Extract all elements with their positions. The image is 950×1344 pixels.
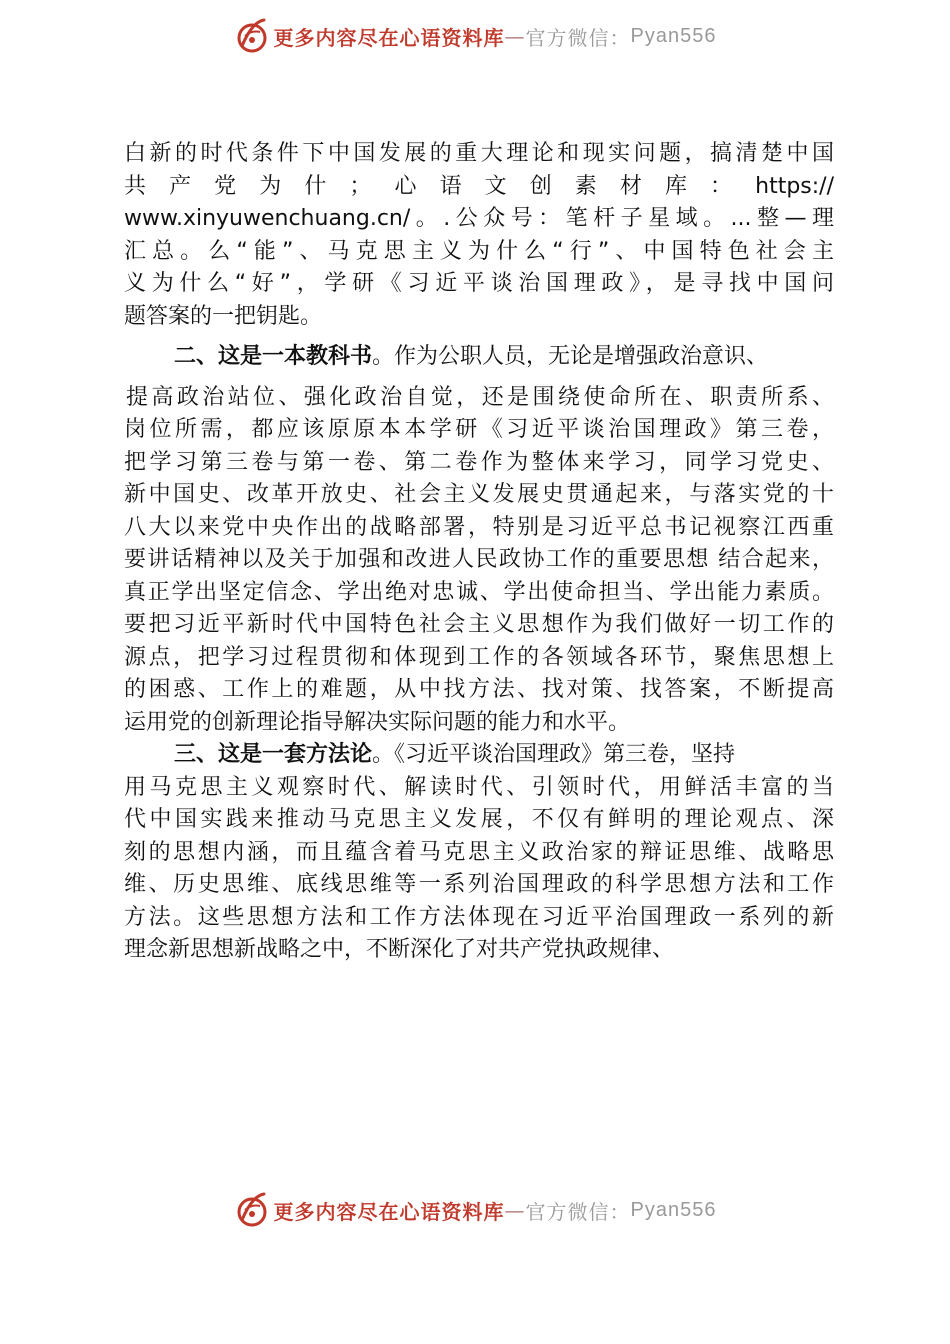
brand-logo-icon bbox=[234, 1190, 270, 1230]
paragraph-2 bbox=[124, 341, 834, 739]
text-line: 共产党为什；心语文创素材库：https:// bbox=[124, 173, 834, 199]
section-heading: 三、这是一套方法论 bbox=[174, 742, 373, 767]
text-line: 把学习第三卷与第一卷、第二卷作为整体来学习，同学习党史、 bbox=[124, 449, 834, 475]
text-line: 运用党的创新理论指导解决实际问题的能力和水平。 bbox=[124, 709, 631, 735]
banner-title: 更多内容尽在心语资料库 bbox=[273, 1199, 505, 1224]
banner-wechat-id: Pyan556 bbox=[630, 1198, 717, 1221]
text-line: 汇总。么“能”、马克思主义为什么“行”、中国特色社会主 bbox=[124, 238, 834, 264]
text-line: 新中国史、改革开放史、社会主义发展史贯通起来，与落实党的十 bbox=[124, 482, 834, 507]
text-line: 维、历史思维、底线思维等一系列治国理政的科学思想方法和工作 bbox=[124, 872, 834, 897]
text-line bbox=[124, 341, 834, 374]
banner-title: 更多内容尽在心语资料库 bbox=[273, 25, 505, 50]
section-heading: 二、这是一本教科书 bbox=[174, 344, 373, 369]
text-line bbox=[124, 739, 834, 772]
text-line: 源点，把学习过程贯彻和体现到工作的各领域各环节，聚焦思想上 bbox=[124, 644, 834, 670]
text-line: 用马克思主义观察时代、解读时代、引领时代，用鲜活丰富的当 bbox=[124, 774, 834, 800]
footer-banner bbox=[0, 1188, 950, 1232]
paragraph-1 bbox=[124, 138, 834, 333]
text-line: 八大以来党中央作出的战略部署，特别是习近平总书记视察江西重 bbox=[124, 514, 834, 540]
text-line: 代中国实践来推动马克思主义发展，不仅有鲜明的理论观点、深 bbox=[124, 807, 834, 832]
text-line: 理念新思想新战略之中，不断深化了对共产党执政规律、 bbox=[124, 937, 675, 962]
text-line: 义为什么“好”，学研《习近平谈治国理政》，是寻找中国问 bbox=[124, 271, 834, 296]
text-span: 。作为公职人员，无论是增强政治意识、 bbox=[372, 344, 769, 369]
text-line: 提高政治站位、强化政治自觉，还是围绕使命所在、职责所系、 bbox=[126, 384, 834, 410]
text-line: 要把习近平新时代中国特色社会主义思想作为我们做好一切工作的 bbox=[124, 612, 834, 637]
text-line: 刻的思想内涵，而且蕴含着马克思主义政治家的辩证思维、战略思 bbox=[124, 839, 834, 865]
text-line: www.xinyuwenchuang.cn/。.公众号：笔杆子星域。...整—理 bbox=[124, 206, 834, 231]
banner-separator: — bbox=[504, 1198, 526, 1222]
text-line: 题答案的一把钥匙。 bbox=[124, 303, 323, 329]
text-line: 白新的时代条件下中国发展的重大理论和现实问题，搞清楚中国 bbox=[124, 141, 834, 166]
header-banner bbox=[0, 14, 950, 58]
banner-wechat-label: 官方微信： bbox=[525, 25, 631, 50]
banner-wechat-label: 官方微信： bbox=[525, 1199, 631, 1224]
text-line: 方法。这些思想方法和工作方法体现在习近平治国理政一系列的新 bbox=[124, 904, 834, 930]
text-line: 的困惑、工作上的难题，从中找方法、找对策、找答案，不断提高 bbox=[124, 677, 834, 702]
banner-separator: — bbox=[504, 24, 526, 48]
text-span: 。《习近平谈治国理政》第三卷，坚持 bbox=[372, 742, 736, 767]
text-line: 真正学出坚定信念、学出绝对忠诚、学出使命担当、学出能力素质。 bbox=[124, 579, 834, 605]
brand-logo-icon bbox=[234, 16, 270, 56]
text-line: 要讲话精神以及关于加强和改进人民政协工作的重要思想 结合起来， bbox=[124, 547, 834, 572]
banner-wechat-id: Pyan556 bbox=[630, 24, 717, 47]
text-line: 岗位所需，都应该原原本本学研《习近平谈治国理政》第三卷， bbox=[124, 417, 834, 442]
paragraph-3 bbox=[124, 739, 834, 967]
document-body bbox=[124, 138, 834, 967]
